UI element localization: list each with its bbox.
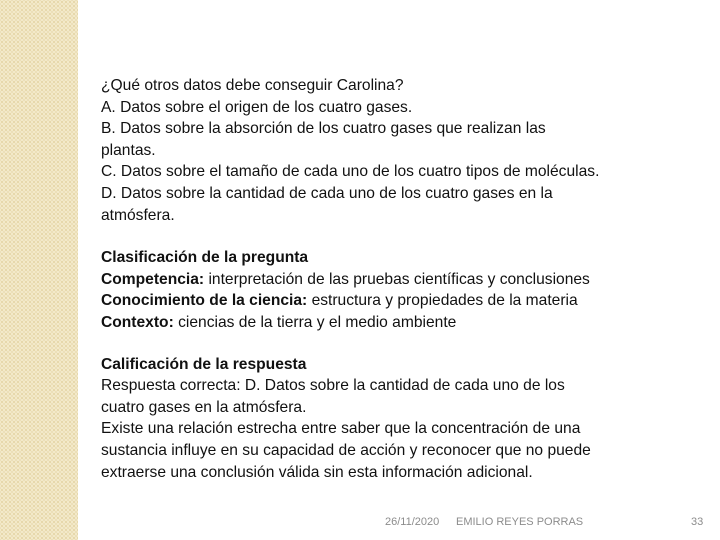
correct-answer-line2: cuatro gases en la atmósfera. [101,398,307,416]
explanation-line3: extraerse una conclusión válida sin esta información adicional. [101,463,533,481]
conocimiento-value: estructura y propiedades de la materia [307,292,578,310]
contexto-label: Contexto: [101,313,174,331]
correct-answer-line1: Respuesta correcta: D. Datos sobre la cantidad de cada uno de los [101,377,565,395]
contexto-line [101,312,696,334]
option-d-line2: atmósfera. [101,206,175,224]
option-b-line2: plantas. [101,141,156,159]
option-c: C. Datos sobre el tamaño de cada uno de los cuatro tipos de moléculas. [101,163,600,181]
competencia-value: interpretación de las pruebas científicas y conclusiones [204,270,590,288]
explanation-line1: Existe una relación estrecha entre saber que la concentración de una [101,420,581,438]
grading-heading: Calificación de la respuesta [101,355,307,373]
competencia-line [101,269,696,291]
decorative-side-strip [0,0,78,540]
footer-author: EMILIO REYES PORRAS [456,516,584,528]
explanation-line2: sustancia influye en su capacidad de acción y reconocer que no puede [101,441,591,459]
option-a: A. Datos sobre el origen de los cuatro gases. [101,98,413,116]
slide-content [101,75,696,483]
classification-block [101,247,696,333]
conocimiento-line [101,290,696,312]
contexto-value: ciencias de la tierra y el medio ambiente [173,313,457,331]
classification-heading: Clasificación de la pregunta [101,249,309,267]
footer-date: 26/11/2020 [385,516,440,528]
option-b-line1: B. Datos sobre la absorción de los cuatro gases que realizan las [101,120,546,138]
competencia-label: Competencia: [101,270,205,288]
question-prompt: ¿Qué otros datos debe conseguir Carolina? [101,77,404,94]
option-d-line1: D. Datos sobre la cantidad de cada uno de los cuatro gases en la [101,184,553,202]
question-block [101,75,696,226]
grading-block [101,354,696,484]
conocimiento-label: Conocimiento de la ciencia: [101,292,308,310]
page-number: 33 [691,516,704,528]
